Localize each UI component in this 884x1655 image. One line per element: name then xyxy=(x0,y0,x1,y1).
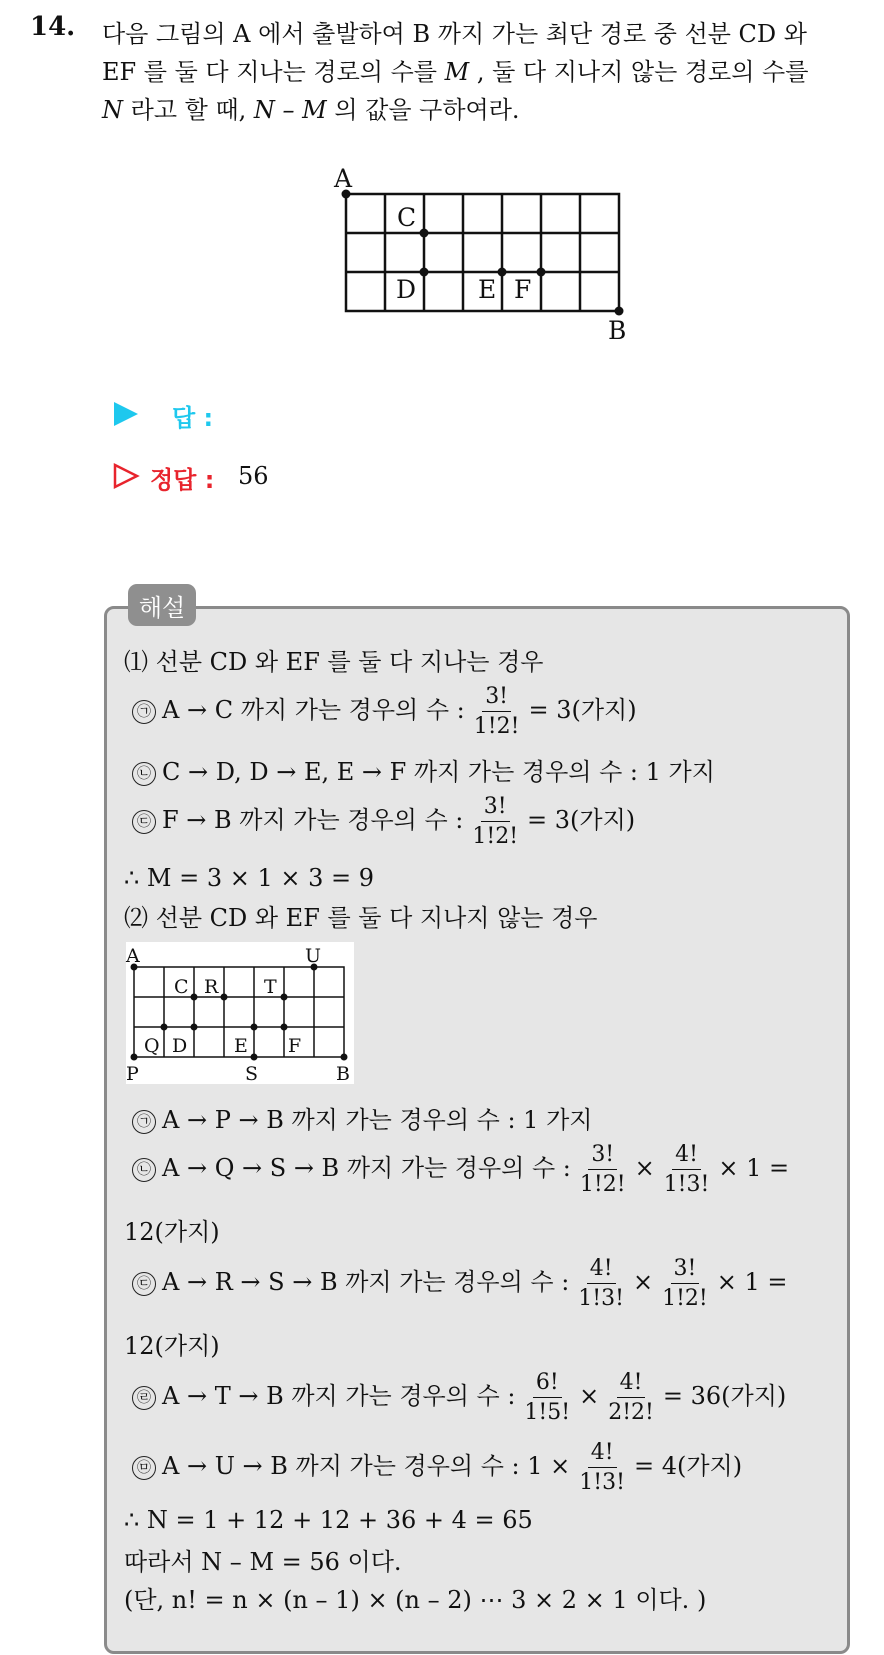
solution-1c: ㉢ F → B 까지 가는 경우의 수 : $\frac{3!}{1!2!}$ = 3(가지) xyxy=(132,794,635,849)
fig2-label-S: S xyxy=(245,1063,259,1085)
label-A: A xyxy=(334,164,353,193)
solution-part2-heading: ⑵ 선분 CD 와 EF 를 둘 다 지나지 않는 경우 xyxy=(124,904,598,932)
label-F: F xyxy=(514,275,532,304)
fig2-label-D: D xyxy=(172,1035,188,1057)
label-D: D xyxy=(396,275,417,304)
play-filled-icon xyxy=(112,400,140,428)
problem-line-3: N 라고 할 때, N – M 의 값을 구하여라. xyxy=(102,96,520,124)
problem-line-1: 다음 그림의 A 에서 출발하여 B 까지 가는 최단 경로 중 선분 CD 와 xyxy=(102,20,807,48)
solution-1a: ㉠ A → C 까지 가는 경우의 수 : $\frac{3!}{1!2!}$ = 3(가지) xyxy=(132,684,637,739)
solution-2e: ㉤ A → U → B 까지 가는 경우의 수 : 1 × $\frac{4!}{1!3!}$ = 4(가지) xyxy=(132,1440,742,1495)
fig2-label-U: U xyxy=(305,945,322,967)
solution-2d: ㉣ A → T → B 까지 가는 경우의 수 : $\frac{6!}{1!5!}$ × $\frac{4!}{2!2!}$ = 36(가지) xyxy=(132,1370,786,1425)
solution-2b-result: 12(가지) xyxy=(124,1218,220,1246)
solution-tab: 해설 xyxy=(128,584,196,626)
fig2-label-A: A xyxy=(126,945,140,967)
solution-conclusion: 따라서 N – M = 56 이다. xyxy=(124,1548,402,1576)
problem-number: 14. xyxy=(30,12,76,42)
solution-2c: ㉢ A → R → S → B 까지 가는 경우의 수 : $\frac{4!}{1!3!}$ × $\frac{3!}{1!2!}$ × 1 = xyxy=(132,1256,788,1311)
label-C: C xyxy=(397,203,417,232)
correct-answer-label: 정답 : xyxy=(150,466,215,494)
grid-figure xyxy=(320,160,627,345)
solution-2b: ㉡ A → Q → S → B 까지 가는 경우의 수 : $\frac{3!}{1!2!}$ × $\frac{4!}{1!3!}$ × 1 = xyxy=(132,1142,789,1197)
solution-2a: ㉠ A → P → B 까지 가는 경우의 수 : 1 가지 xyxy=(132,1100,592,1135)
correct-answer-value: 56 xyxy=(238,462,269,490)
fig2-label-T: T xyxy=(264,976,277,998)
solution-1b: ㉡ C → D, D → E, E → F 까지 가는 경우의 수 : 1 가지 xyxy=(132,752,715,787)
fig2-label-B: B xyxy=(336,1063,350,1085)
fig2-label-R: R xyxy=(204,976,219,998)
grid-figure-2 xyxy=(126,942,354,1084)
answer-label: 답 : xyxy=(172,404,214,432)
solution-note: (단, n! = n × (n – 1) × (n – 2) ⋯ 3 × 2 × 1 이다. ) xyxy=(124,1586,707,1614)
solution-part1-heading: ⑴ 선분 CD 와 EF 를 둘 다 지나는 경우 xyxy=(124,648,544,676)
fig2-label-C: C xyxy=(174,976,189,998)
fig2-label-E: E xyxy=(234,1035,248,1057)
label-E: E xyxy=(478,275,497,304)
solution-N: ∴ N = 1 + 12 + 12 + 36 + 4 = 65 xyxy=(124,1506,533,1534)
fig2-label-Q: Q xyxy=(144,1035,160,1057)
fig2-label-P: P xyxy=(126,1063,139,1085)
play-outline-icon xyxy=(112,462,140,490)
fig2-label-F: F xyxy=(288,1035,302,1057)
label-B: B xyxy=(608,316,627,345)
solution-2c-result: 12(가지) xyxy=(124,1332,220,1360)
problem-line-2: EF 를 둘 다 지나는 경로의 수를 M , 둘 다 지나지 않는 경로의 수를 xyxy=(102,58,809,86)
solution-M: ∴ M = 3 × 1 × 3 = 9 xyxy=(124,864,375,892)
